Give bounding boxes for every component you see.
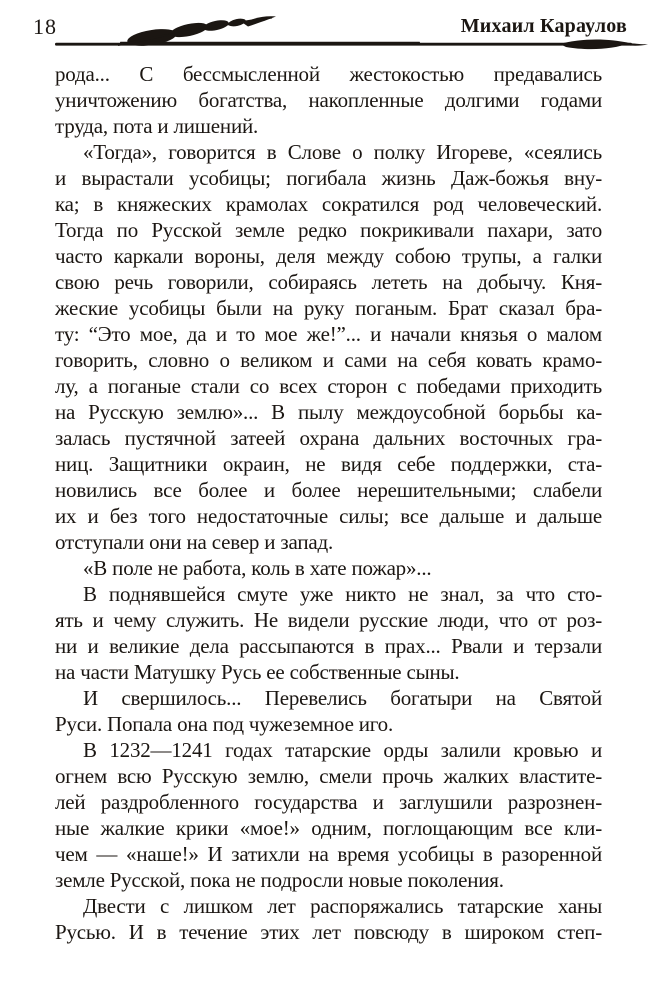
text-line: лей раздробленного государства и заглушили разрознен- xyxy=(55,790,602,814)
text-line: жеские усобицы были на руку поганым. Брат сказал бра- xyxy=(55,296,602,320)
text-line: огнем всю Русскую землю, смели прочь жалких властите- xyxy=(55,764,602,788)
text-line: и вырастали усобицы; погибала жизнь Даж-божья вну- xyxy=(55,166,602,190)
running-head-author: Михаил Караулов xyxy=(460,15,627,37)
text-line: на Русскую землю»... В пылу междоусобной борьбы ка- xyxy=(55,400,602,424)
page-header xyxy=(0,0,659,60)
text-line: на части Матушку Русь ее собственные сыны. xyxy=(55,660,460,684)
page-number: 18 xyxy=(33,14,57,39)
text-line: земле Русской, пока не подросли новые поколения. xyxy=(55,868,504,892)
text-line: залась пустячной затеей охрана дальних восточных гра- xyxy=(55,426,602,450)
text-line: В поднявшейся смуте уже никто не знал, за что сто- xyxy=(83,582,602,606)
text-line: ниц. Защитники окраин, не видя себе поддержки, ста- xyxy=(55,452,602,476)
text-line: Двести с лишком лет распоряжались татарские ханы xyxy=(83,894,602,918)
text-line: новились все более и более нерешительными; слабели xyxy=(55,478,602,502)
text-line: В 1232—1241 годах татарские орды залили кровью и xyxy=(83,738,602,762)
text-line: ять и чему служить. Не видели русские люди, что от роз- xyxy=(55,608,602,632)
text-line: «Тогда», говорится в Слове о полку Игореве, «сеялись xyxy=(83,140,602,164)
text-line: часто каркали вороны, деля между собою трупы, а галки xyxy=(55,244,602,268)
text-line: Руси. Попала она под чужеземное иго. xyxy=(55,712,394,736)
text-line: их и без того недостаточные силы; все дальше и дальше xyxy=(55,504,602,528)
text-line: лу, а поганые стали со всех сторон с победами приходить xyxy=(55,374,602,398)
text-line: ка; в княжеских крамолах сократился род человеческий. xyxy=(55,192,602,216)
text-line: И свершилось... Перевелись богатыри на Святой xyxy=(83,686,602,710)
text-line: Русью. И в течение этих лет повсюду в широком степ- xyxy=(55,920,602,944)
text-line: Тогда по Русской земле редко покрикивали пахари, зато xyxy=(55,218,602,242)
text-line: чем — «наше!» И затихли на время усобицы в разоренной xyxy=(55,842,602,866)
text-line: уничтожению богатства, накопленные долгими годами xyxy=(55,88,602,112)
text-line: говорить, словно о великом и сами на себя ковать крамо- xyxy=(55,348,602,372)
text-line: отступали они на север и запад. xyxy=(55,530,334,554)
text-line: ту: “Это мое, да и то мое же!”... и начали князья о малом xyxy=(55,322,602,346)
text-line: свою речь говорили, собираясь лететь на добычу. Кня- xyxy=(55,270,602,294)
text-line: «В поле не работа, коль в хате пожар»... xyxy=(83,556,432,580)
text-line: труда, пота и лишений. xyxy=(55,114,259,138)
text-line: ные жалкие крики «мое!» одним, поглощающим все кли- xyxy=(55,816,602,840)
text-line: рода... С бессмысленной жестокостью предавались xyxy=(55,62,602,86)
text-line: ни и великие дела рассыпаются в прах... Рвали и терзали xyxy=(55,634,602,658)
text-column xyxy=(55,61,602,945)
